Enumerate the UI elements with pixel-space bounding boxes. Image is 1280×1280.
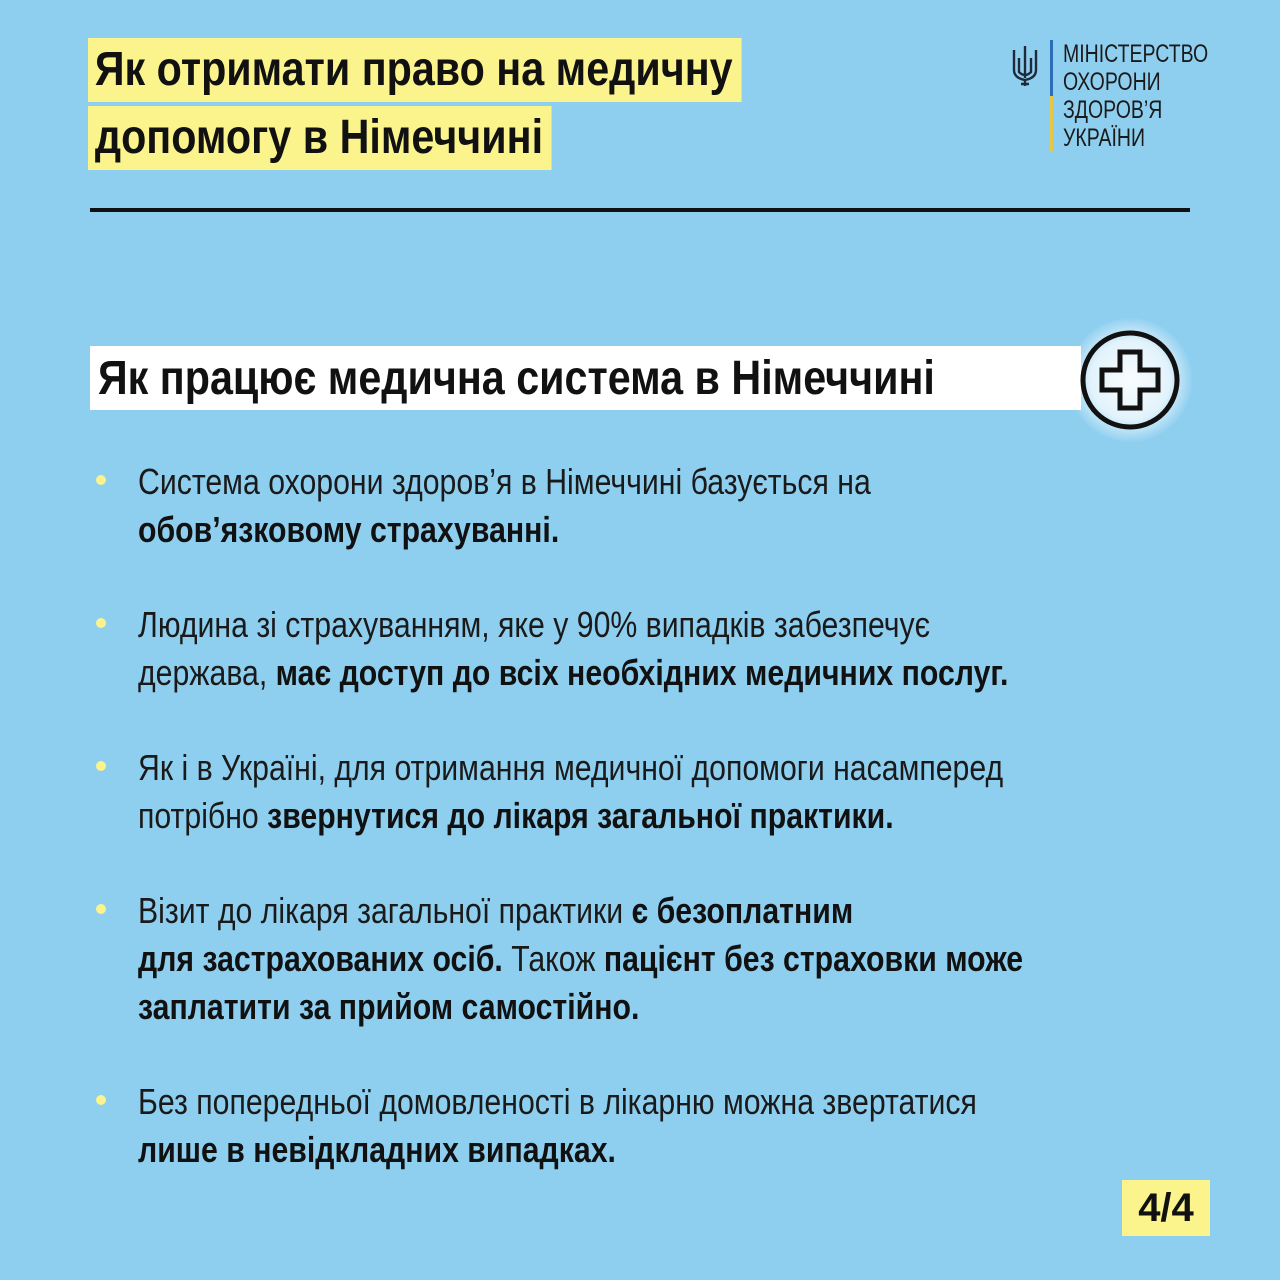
section-title-text: Як працює медична система в Німеччині: [98, 351, 935, 405]
bullet-text-bold: лише в невідкладних випадках.: [138, 1129, 616, 1170]
page-indicator: 4/4: [1122, 1180, 1210, 1236]
bullet-text: [138, 744, 1104, 840]
bullet-text-regular: Людина зі страхуванням, яке у 90% випадків забезпечує: [138, 604, 931, 645]
bullet-dot: [96, 904, 106, 914]
bullet-text-regular: Система охорони здоров’я в Німеччині базується на: [138, 461, 871, 502]
bullet-text-bold: заплатити за прийом самостійно.: [138, 986, 640, 1027]
page-title: [88, 38, 848, 170]
bullet-text: [138, 1078, 1104, 1174]
ministry-name-line-1: МІНІСТЕРСТВО: [1063, 40, 1209, 68]
bullet-text-bold: має доступ до всіх необхідних медичних послуг.: [275, 652, 1009, 693]
bullet-text-regular: потрібно: [138, 795, 268, 836]
bullet-text-bold: є безоплатним: [631, 890, 854, 931]
bullet-text-bold: звернутися до лікаря загальної практики.: [267, 795, 894, 836]
list-item: [96, 887, 1096, 1031]
ministry-name-line-3: ЗДОРОВ’Я: [1063, 96, 1163, 124]
bullet-text: [138, 601, 1104, 697]
bullet-text-regular: Також: [502, 938, 604, 979]
bullet-text-bold: пацієнт без страховки може: [603, 938, 1024, 979]
list-item: [96, 601, 1096, 697]
ministry-name-line-2: ОХОРОНИ: [1063, 68, 1161, 96]
medical-cross-icon: [1068, 318, 1192, 442]
ministry-name-line-4: УКРАЇНИ: [1063, 124, 1145, 152]
bullet-text-bold: для застрахованих осіб.: [138, 938, 503, 979]
bullet-text: [138, 458, 1104, 554]
bullet-text-regular: Без попередньої домовленості в лікарню можна звертатися: [138, 1081, 977, 1122]
bullet-dot: [96, 1095, 106, 1105]
bullet-text-regular: держава,: [138, 652, 276, 693]
list-item: [96, 744, 1096, 840]
bullet-dot: [96, 618, 106, 628]
bullet-dot: [96, 475, 106, 485]
bullet-text-bold: обов’язковому страхуванні.: [138, 509, 560, 550]
header-divider: [90, 208, 1190, 212]
list-item: [96, 458, 1096, 554]
list-item: [96, 1078, 1096, 1174]
section-title: [90, 346, 1081, 410]
logo-divider: [1050, 40, 1053, 152]
bullet-list: [96, 458, 1096, 1221]
page-title-line-1: Як отримати право на медичну: [88, 38, 741, 102]
bullet-dot: [96, 761, 106, 771]
bullet-text-regular: Візит до лікаря загальної практики: [138, 890, 632, 931]
bullet-text-regular: Як і в Україні, для отримання медичної допомоги насамперед: [138, 747, 1004, 788]
ministry-logo: [1010, 40, 1249, 152]
page-title-line-2: допомогу в Німеччині: [88, 106, 552, 170]
bullet-text: [138, 887, 1104, 1031]
trident-icon: [1010, 44, 1040, 88]
ministry-name: [1063, 40, 1208, 152]
